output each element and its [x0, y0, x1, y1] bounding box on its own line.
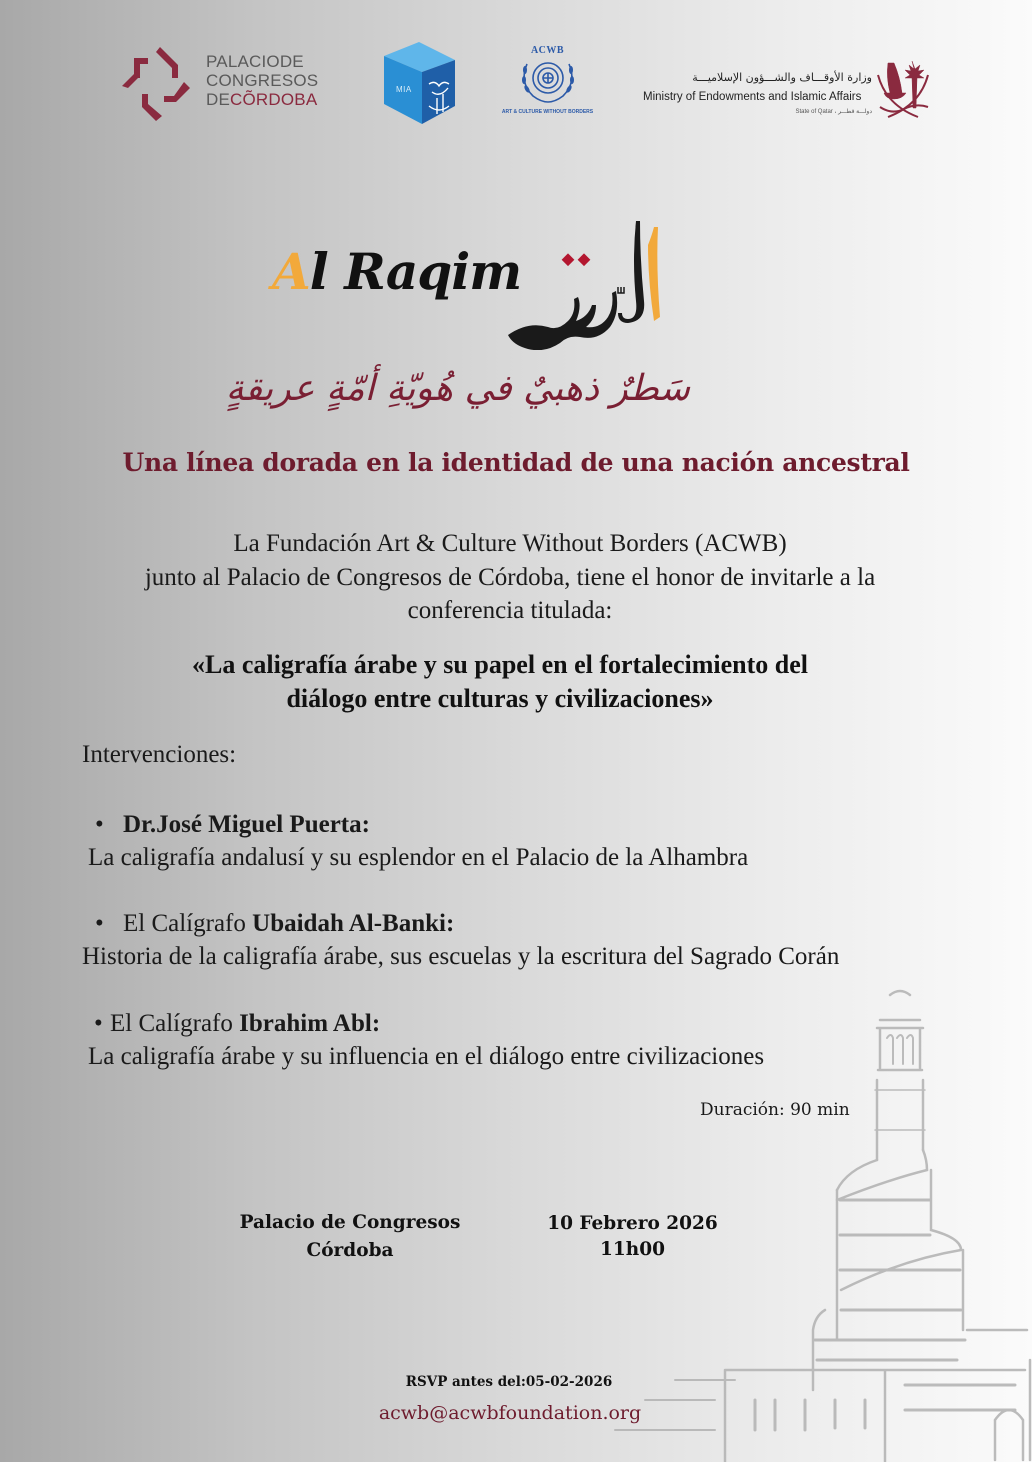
palacio-star-icon [118, 44, 198, 124]
bullet-icon: • [95, 811, 104, 838]
ministry-logo [640, 55, 940, 125]
speaker-item: • El Calígrafo Ibrahim Abl: [94, 1007, 380, 1040]
subtitle-arabic: سَطرٌ ذهبيٌ في هُويّةِ أمّةٍ عريقةٍ [225, 368, 690, 409]
qatar-emblem-icon [874, 55, 932, 120]
subtitle-spanish: Una línea dorada en la identidad de una nación ancestral [122, 448, 910, 477]
event-date: 10 Febrero 2026 [547, 1213, 718, 1234]
acwb-logo [500, 45, 595, 120]
al-raqim-arabic-calligraphy [498, 215, 688, 350]
mia-label: MIA [396, 85, 412, 94]
speaker-topic: Historia de la caligrafía árabe, sus escuelas y la escritura del Sagrado Corán [82, 943, 840, 970]
acwb-title: ACWB [530, 45, 565, 56]
venue-line-2: Córdoba [306, 1240, 394, 1261]
intro-line-3: conferencia titulada: [407, 597, 613, 624]
intro-line-2: junto al Palacio de Congresos de Córdoba, tiene el honor de invitarle a la [144, 563, 876, 591]
palacio-line-2: CONGRESOS [206, 71, 319, 90]
mia-logo [382, 40, 457, 125]
bullet-icon: • [94, 1010, 103, 1037]
event-time: 11h00 [600, 1239, 665, 1260]
ministry-name-english: Ministry of Endowments and Islamic Affairs [643, 91, 862, 103]
conference-title-line-2: diálogo entre culturas y civilizaciones» [286, 684, 714, 713]
palacio-congresos-logo [118, 42, 333, 122]
speaker-name: Ibrahim Abl: [239, 1010, 381, 1037]
speaker-topic: La caligrafía andalusí y su esplendor en el Palacio de la Alhambra [88, 844, 749, 871]
venue-line-1: Palacio de Congresos [239, 1212, 461, 1233]
ministry-name-arabic: وزارة الأوقـــاف والشـــؤون الإسلاميـــة [692, 71, 872, 84]
acwb-wreath-globe-icon [513, 56, 583, 104]
speaker-name: Dr.José Miguel Puerta: [123, 811, 370, 838]
speaker-item [95, 808, 370, 841]
invitation-intro [60, 527, 960, 628]
conference-title-line-1: «La caligrafía árabe y su papel en el fortalecimiento del [192, 650, 808, 679]
event-title-latin: Al Raqim [272, 242, 522, 301]
venue-info [225, 1209, 475, 1265]
duration-label: Duración: 90 min [700, 1100, 850, 1120]
contact-email-link[interactable]: acwb@acwbfoundation.org [378, 1402, 642, 1424]
speaker-name: Ubaidah Al-Banki: [252, 910, 455, 937]
speaker-item: • El Calígrafo Ubaidah Al-Banki: [95, 907, 454, 940]
palacio-wordmark [206, 52, 318, 109]
speaker-topic: La caligrafía árabe y su influencia en el diálogo entre civilizaciones [88, 1043, 765, 1070]
conference-title [60, 648, 940, 716]
palacio-line-1: PALACIODE [206, 52, 304, 71]
ministry-state: State of Qatar ، دولـــة قطـــر [795, 109, 872, 115]
bullet-icon: • [95, 910, 104, 937]
mia-cube-icon [382, 40, 457, 125]
interventions-heading: Intervenciones: [82, 741, 237, 768]
rsvp-deadline: RSVP antes del:05-02-2026 [405, 1374, 613, 1390]
event-datetime [530, 1211, 735, 1263]
intro-line-1: La Fundación Art & Culture Without Borders (ACWB) [233, 530, 787, 557]
acwb-subtitle: ART & CULTURE WITHOUT BORDERS [501, 109, 594, 115]
palacio-line-3: DECÕRDOBA [206, 90, 318, 109]
